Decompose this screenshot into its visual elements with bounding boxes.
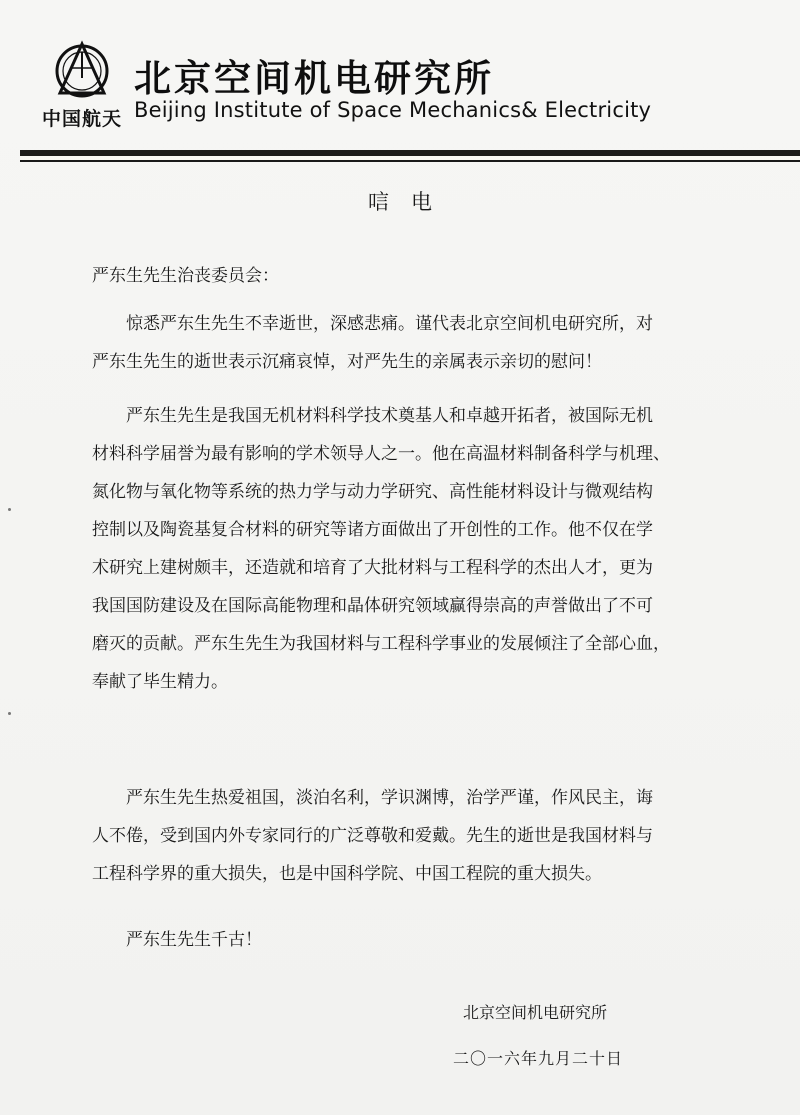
- salutation: 严东生先生治丧委员会：: [92, 266, 279, 286]
- scan-speck: [8, 712, 11, 715]
- paragraph-line: 磨灭的贡献。严东生先生为我国材料与工程科学事业的发展倾注了全部心血，: [92, 634, 670, 654]
- paragraph-line: 工程科学界的重大损失，也是中国科学院、中国工程院的重大损失。: [92, 864, 602, 884]
- paragraph-1: [92, 305, 653, 381]
- paragraph-line: 奉献了毕生精力。: [92, 672, 228, 692]
- signature-organization: 北京空间机电研究所: [463, 1003, 608, 1022]
- paragraph-line: 我国国防建设及在国际高能物理和晶体研究领域赢得崇高的声誉做出了不可: [92, 596, 653, 616]
- paragraph-line: 严东生先生是我国无机材料科学技术奠基人和卓越开拓者，被国际无机: [126, 406, 653, 426]
- logo-brand-text: 中国航天: [42, 108, 123, 130]
- paragraph-2: [92, 397, 670, 701]
- paragraph-line: 人不倦，受到国内外专家同行的广泛尊敬和爱戴。先生的逝世是我国材料与: [92, 826, 653, 846]
- institute-name-cn: 北京空间机电研究所: [134, 57, 494, 100]
- paragraph-line: 严东生先生千古！: [126, 930, 262, 950]
- scan-speck: [8, 508, 11, 511]
- paragraph-line: 氮化物与氧化物等系统的热力学与动力学研究、高性能材料设计与微观结构: [92, 482, 653, 502]
- signature-date: 二〇一六年九月二十日: [453, 1049, 624, 1068]
- institute-name-en: Beijing Institute of Space Mechanics& Electricity: [134, 98, 652, 122]
- paragraph-3: [92, 779, 653, 893]
- paragraph-4: [92, 921, 262, 959]
- header-rule-thin: [20, 160, 800, 162]
- paragraph-line: 严东生先生的逝世表示沉痛哀悼，对严先生的亲属表示亲切的慰问！: [92, 352, 602, 372]
- paragraph-line: 材料科学届誉为最有影响的学术领导人之一。他在高温材料制备科学与机理、: [92, 444, 670, 464]
- paragraph-line: 惊悉严东生先生不幸逝世，深感悲痛。谨代表北京空间机电研究所，对: [126, 314, 653, 334]
- letter-title: 唁电: [368, 190, 454, 214]
- paragraph-line: 严东生先生热爱祖国，淡泊名利，学识渊博，治学严谨，作风民主，诲: [126, 788, 653, 808]
- paragraph-line: 术研究上建树颇丰，还造就和培育了大批材料与工程科学的杰出人才，更为: [92, 558, 653, 578]
- header-rule-thick: [20, 150, 800, 156]
- paragraph-line: 控制以及陶瓷基复合材料的研究等诸方面做出了开创性的工作。他不仅在学: [92, 520, 653, 540]
